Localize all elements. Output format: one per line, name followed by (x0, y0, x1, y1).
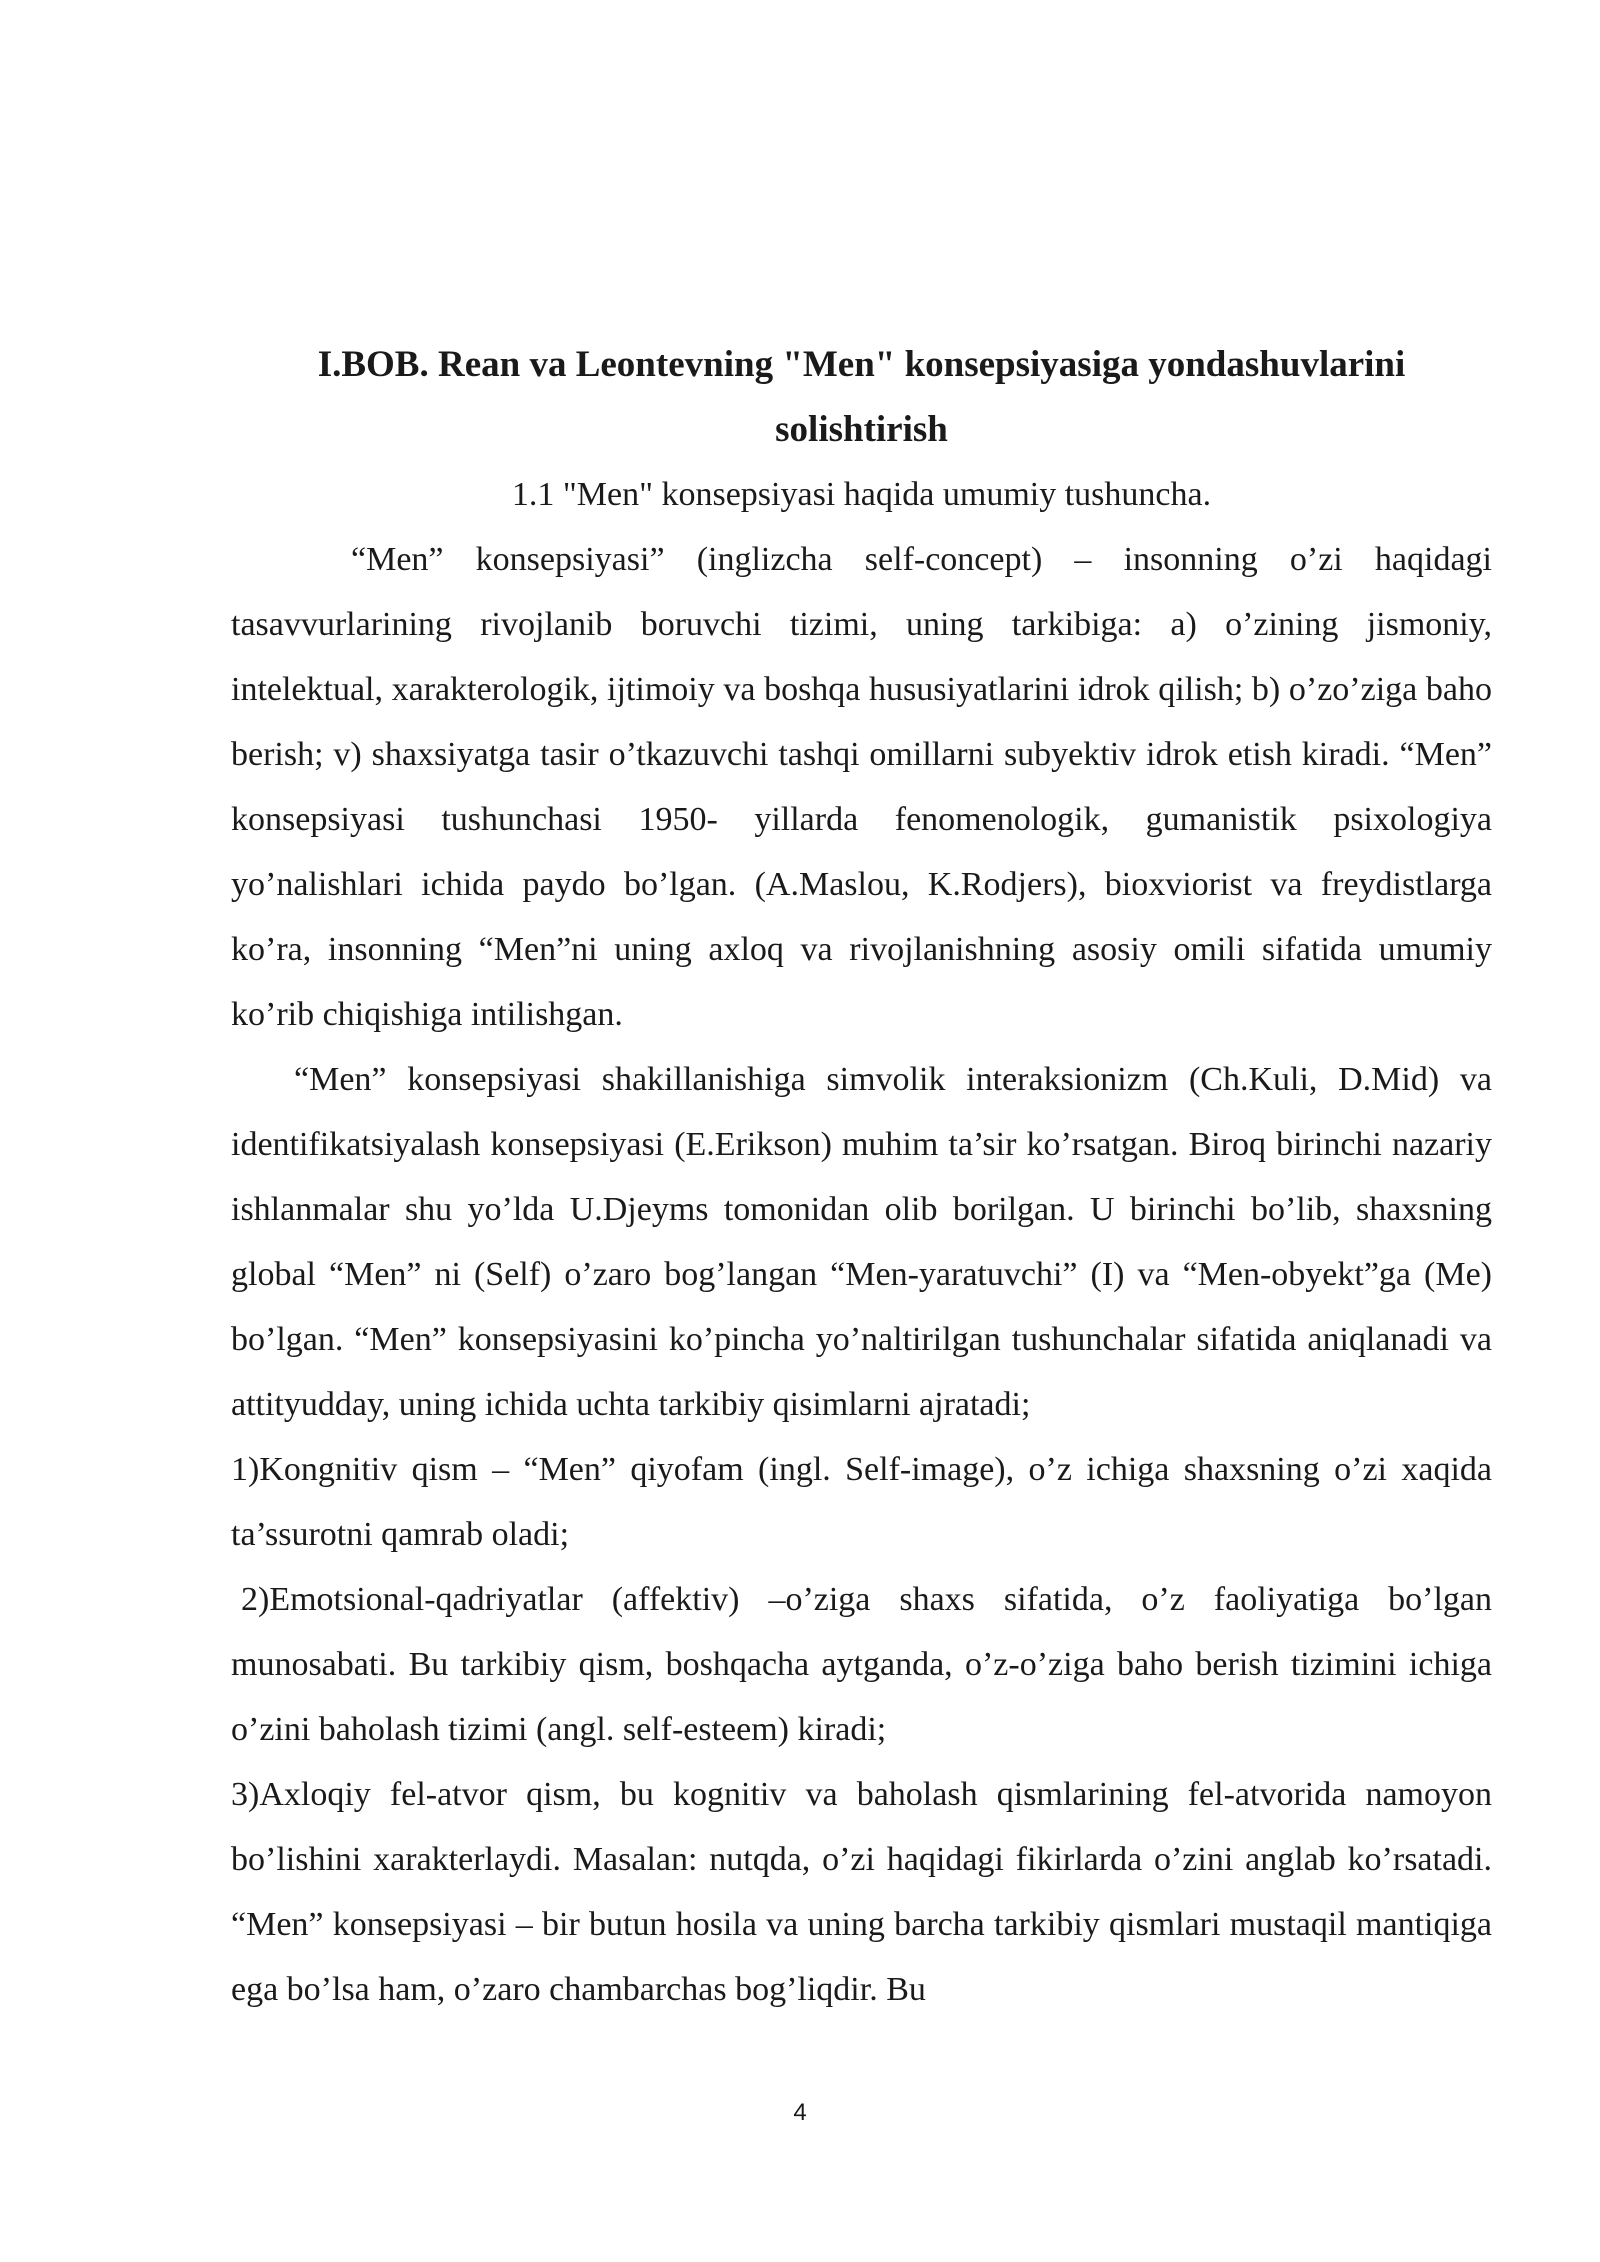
list-item-cognitive: 1)Kongnitiv qism – “Men” qiyofam (ingl. Self-image), o’z ichiga shaxsning o’zi xaqida ta’ssurotni qamrab oladi; (231, 1451, 1492, 1553)
list-item-behavioral: 3)Axloqiy fel-atvor qism, bu kognitiv va baholash qismlarining fel-atvorida namoyon bo’lishini xarakterlaydi. Masalan: nutqda, o’zi haqidagi fikirlarda o’zini anglab ko’rsatadi. “Men” konsepsiyasi – bir butun hosila va uning barcha tarkibiy qismlari mustaqil mantiqiga ega bo’lsa ham, o’zaro chambarchas bog’liqdir. Bu (231, 1776, 1492, 2008)
section-heading: 1.1 "Men" konsepsiyasi haqida umumiy tushuncha. (511, 476, 1212, 513)
page-number: 4 (793, 2099, 807, 2126)
list-item-emotional: 2)Emotsional-qadriyatlar (affektiv) –o’ziga shaxs sifatida, o’z faoliyatiga bo’lgan munosabati. Bu tarkibiy qism, boshqacha aytganda, o’z-o’ziga baho berish tizimini ichiga o’zini baholash tizimi (angl. self-esteem) kiradi; (231, 1581, 1492, 1748)
chapter-heading: I.BOB. Rean va Leontevning "Men" konsepsiyasiga yondashuvlarini solishtirish (317, 344, 1406, 450)
document-page (231, 332, 1492, 2022)
paragraph-formation: “Men” konsepsiyasi shakillanishiga simvolik interaksionizm (Ch.Kuli, D.Mid) va identifikatsiyalash konsepsiyasi (E.Erikson) muhim ta’sir ko’rsatgan. Biroq birinchi nazariy ishlanmalar shu yo’lda U.Djeyms tomonidan olib borilgan. U birinchi bo’lib, shaxsning global “Men” ni (Self) o’zaro bog’langan “Men-yaratuvchi” (I) va “Men-obyekt”ga (Me) bo’lgan. “Men” konsepsiyasini ko’pincha yo’naltirilgan tushunchalar sifatida aniqlanadi va attityudday, uning ichida uchta tarkibiy qisimlarni ajratadi; (231, 1061, 1492, 1423)
paragraph-intro: “Men” konsepsiyasi” (inglizcha self-concept) – insonning o’zi haqidagi tasavvurlarining rivojlanib boruvchi tizimi, uning tarkibiga: a) o’zining jismoniy, intelektual, xarakterologik, ijtimoiy va boshqa hususiyatlarini idrok qilish; b) o’zo’ziga baho berish; v) shaxsiyatga tasir o’tkazuvchi tashqi omillarni subyektiv idrok etish kiradi. “Men” konsepsiyasi tushunchasi 1950- yillarda fenomenologik, gumanistik psixologiya yo’nalishlari ichida paydo bo’lgan. (A.Maslou, K.Rodjers), bioxviorist va freydistlarga ko’ra, insonning “Men”ni uning axloq va rivojlanishning asosiy omili sifatida umumiy ko’rib chiqishiga intilishgan. (231, 541, 1492, 1033)
